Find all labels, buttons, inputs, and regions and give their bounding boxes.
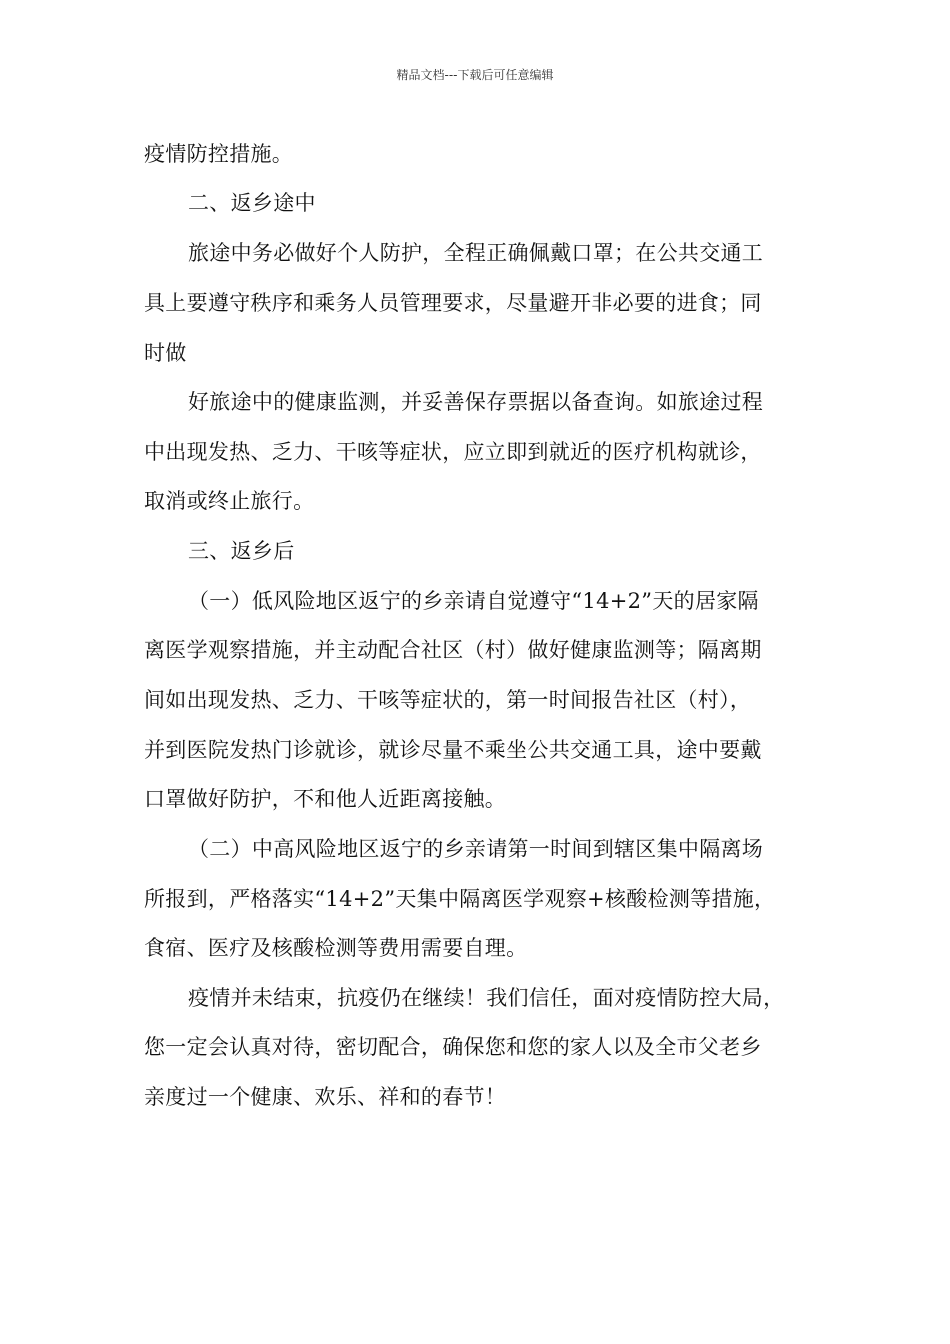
body-line: （二）中高风险地区返宁的乡亲请第一时间到辖区集中隔离场 [188,837,764,861]
section-heading: 三、返乡后 [188,539,295,563]
body-line: 疫情并未结束，抗疫仍在继续！我们信任，面对疫情防控大局， [188,986,785,1010]
body-line: 并到医院发热门诊就诊，就诊尽量不乘坐公共交通工具，途中要戴 [144,738,762,762]
body-line: （一）低风险地区返宁的乡亲请自觉遵守“14+2”天的居家隔 [188,589,759,613]
body-line: 旅途中务必做好个人防护，全程正确佩戴口罩；在公共交通工 [188,241,764,265]
body-line: 离医学观察措施，并主动配合社区（村）做好健康监测等；隔离期 [144,638,762,662]
body-line: 具上要遵守秩序和乘务人员管理要求，尽量避开非必要的进食；同 [144,291,762,315]
body-line: 亲度过一个健康、欢乐、祥和的春节！ [144,1085,507,1109]
body-line: 时做 [144,341,187,365]
body-line: 所报到，严格落实“14+2”天集中隔离医学观察+核酸检测等措施， [144,887,776,911]
body-line: 食宿、医疗及核酸检测等费用需要自理。 [144,936,528,960]
body-line: 口罩做好防护，不和他人近距离接触。 [144,787,507,811]
body-line: 好旅途中的健康监测，并妥善保存票据以备查询。如旅途过程 [188,390,764,414]
body-line: 间如出现发热、乏力、干咳等症状的，第一时间报告社区（村）， [144,688,752,712]
page-header: 精品文档---下载后可任意编辑 [396,68,554,82]
body-line: 您一定会认真对待，密切配合，确保您和您的家人以及全市父老乡 [144,1035,762,1059]
section-heading: 二、返乡途中 [188,191,316,215]
body-line: 疫情防控措施。 [144,142,294,166]
body-line: 中出现发热、乏力、干咳等症状，应立即到就近的医疗机构就诊， [144,440,762,464]
body-line: 取消或终止旅行。 [144,489,315,513]
